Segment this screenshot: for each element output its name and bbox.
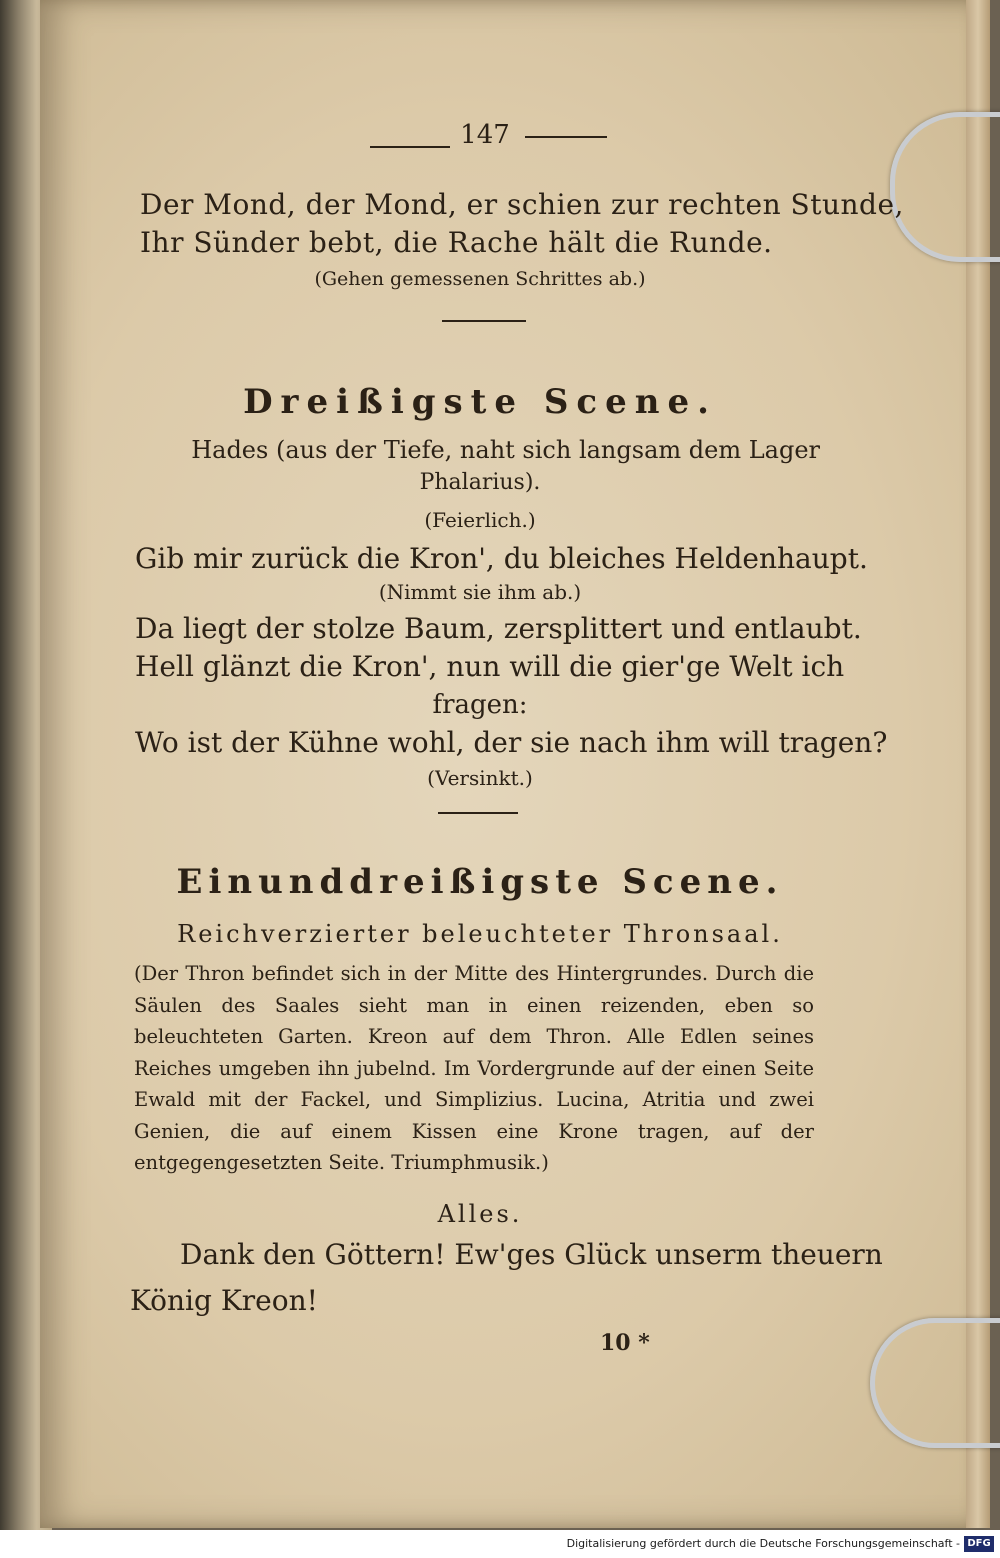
- footer-credit: Digitalisierung gefördert durch die Deutsche Forschungsgemeinschaft -: [566, 1537, 960, 1550]
- verse-line: König Kreon!: [130, 1284, 318, 1317]
- verse-line: fragen:: [432, 690, 528, 720]
- verse-line: Hell glänzt die Kron', nun will die gier'ge Welt ich: [135, 650, 845, 683]
- verse-line: Der Mond, der Mond, er schien zur rechten Stunde,: [140, 188, 904, 221]
- signature-mark: 10 *: [600, 1330, 650, 1356]
- page-number-rule-left: [370, 146, 450, 148]
- section-divider: [438, 812, 518, 814]
- page-number-rule-right: [525, 136, 607, 138]
- scene-heading: Einunddreißigste Scene.: [176, 862, 784, 902]
- scene-setting: Reichverzierter beleuchteter Thronsaal.: [177, 920, 783, 948]
- verse-line: Wo ist der Kühne wohl, der sie nach ihm will tragen?: [135, 726, 888, 759]
- dfg-logo-icon: DFG: [964, 1536, 994, 1552]
- stage-description: (Der Thron befindet sich in der Mitte des Hintergrundes. Durch die Säulen des Saales sieht man in einen reizenden, eben so beleuchteten Garten. Kreon auf dem Thron. Alle Edlen seines Reiches umgeben ihn jubelnd. Im Vordergrunde auf der einen Seite Ewald mit der Fackel, und Simplizius. Lucina, Atritia und zwei Genien, die auf einem Kissen eine Krone tragen, auf der entgegengesetzten Seite. Triumphmusik.): [134, 962, 814, 1174]
- stage-direction: (Nimmt sie ihm ab.): [378, 580, 582, 604]
- speaker-line: Phalarius).: [419, 470, 541, 495]
- stage-direction: (Feierlich.): [424, 508, 536, 532]
- verse-line: Gib mir zurück die Kron', du bleiches Heldenhaupt.: [135, 542, 868, 575]
- verse-line: Dank den Göttern! Ew'ges Glück unserm theuern: [180, 1238, 883, 1271]
- page-number: 147: [460, 120, 510, 150]
- verse-line: Da liegt der stolze Baum, zersplittert und entlaubt.: [135, 612, 862, 645]
- scene-heading: Dreißigste Scene.: [243, 382, 717, 422]
- speaker-line: Hades (aus der Tiefe, naht sich langsam dem Lager: [191, 436, 820, 464]
- verse-line: Ihr Sünder bebt, die Rache hält die Runde.: [140, 226, 773, 259]
- stage-direction: (Versinkt.): [427, 766, 533, 790]
- speaker-name: Alles.: [437, 1200, 523, 1228]
- paper-clip-bottom-icon: [870, 1318, 1000, 1448]
- stage-direction: (Gehen gemessenen Schrittes ab.): [314, 268, 646, 290]
- section-divider: [442, 320, 526, 322]
